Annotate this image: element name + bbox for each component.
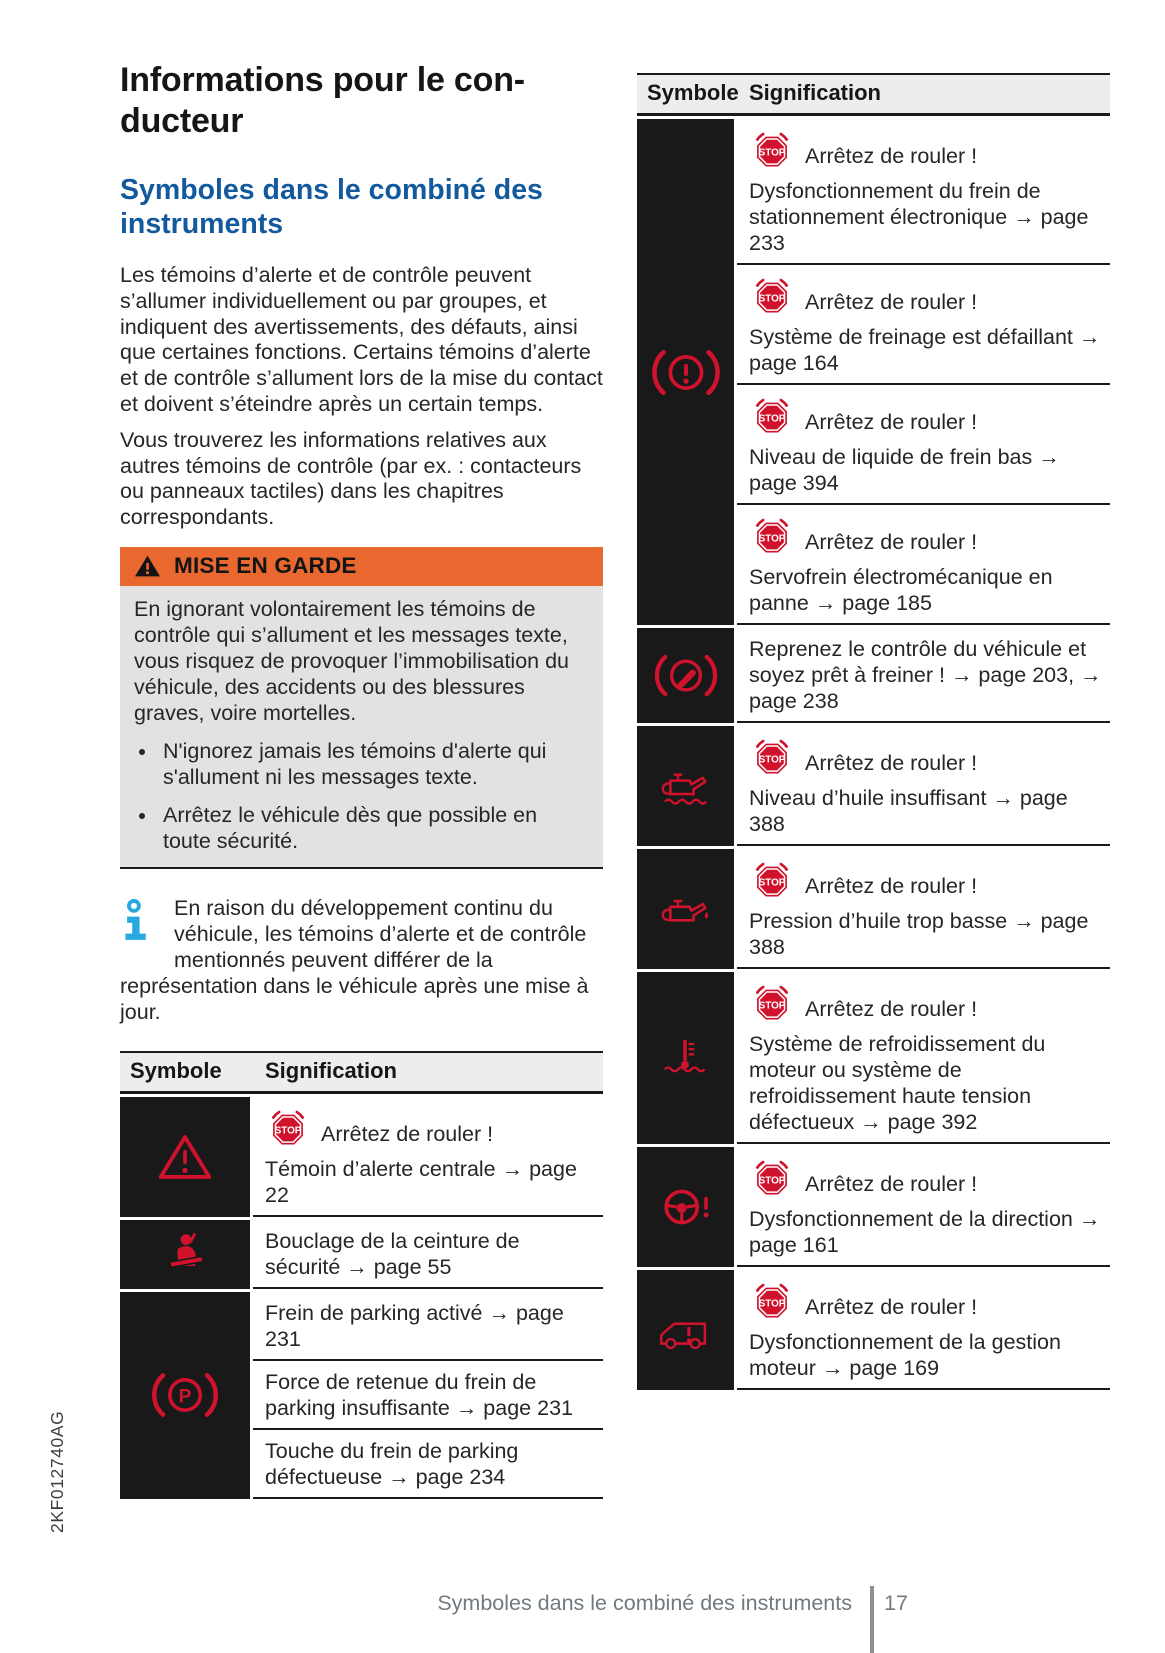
table-header-row bbox=[637, 75, 1110, 116]
doc-code: 2KF012740AG bbox=[47, 1410, 67, 1533]
table-row bbox=[637, 1270, 1110, 1390]
brake-pedal-icon bbox=[652, 652, 720, 699]
stop-label: Arrêtez de rouler ! bbox=[805, 874, 978, 898]
intro-paragraph-2: Vous trouverez les informations relatives aux autres témoins de contrôle (par ex. : contacteurs ou panneaux tactiles) dans les chapitres correspondants. bbox=[120, 427, 582, 530]
stop-icon bbox=[749, 859, 795, 901]
table-entry bbox=[737, 119, 1110, 265]
stop-icon bbox=[749, 1280, 795, 1322]
table-header-symbole: Symbole bbox=[130, 1057, 222, 1083]
page-title-line1: Informations pour le con- bbox=[120, 61, 525, 99]
left-column bbox=[120, 60, 603, 1499]
steering-wheel-icon bbox=[656, 1183, 716, 1231]
entry-text: Niveau de liquide de frein bas → page 394 bbox=[749, 445, 1060, 495]
table-row bbox=[120, 1292, 603, 1499]
oil-pressure-icon bbox=[658, 885, 714, 933]
stop-icon bbox=[749, 515, 795, 557]
stop-label: Arrêtez de rouler ! bbox=[805, 997, 978, 1021]
table-row bbox=[120, 1097, 603, 1217]
table-row bbox=[637, 1147, 1110, 1267]
warning-box-title: MISE EN GARDE bbox=[174, 553, 357, 579]
entry-text: Force de retenue du frein de parking insuffisante → page 231 bbox=[265, 1369, 573, 1420]
entry-text: Pression d’huile trop basse → page 388 bbox=[749, 909, 1089, 959]
stop-icon bbox=[749, 736, 795, 778]
stop-label: Arrêtez de rouler ! bbox=[805, 410, 978, 434]
info-note-text: En raison du développement continu du véhicule, les témoins d’alerte et de contrôle mentionnés peuvent différer de la représentation dans le véhicule après une mise à jour. bbox=[120, 895, 589, 1024]
stop-label: Arrêtez de rouler ! bbox=[805, 530, 978, 554]
table-entry bbox=[737, 726, 1110, 846]
right-column bbox=[637, 73, 1110, 1390]
info-icon bbox=[122, 898, 156, 950]
entry-text: Niveau d’huile insuffisant → page 388 bbox=[749, 786, 1068, 836]
stop-icon bbox=[749, 129, 795, 171]
entry-text: Témoin d’alerte centrale → page 22 bbox=[265, 1156, 577, 1207]
table-entry bbox=[737, 1270, 1110, 1390]
stop-icon bbox=[749, 1157, 795, 1199]
warning-box bbox=[120, 547, 603, 869]
table-entry bbox=[737, 1147, 1110, 1267]
table-row bbox=[637, 849, 1110, 969]
table-row bbox=[637, 726, 1110, 846]
table-entry bbox=[253, 1097, 603, 1217]
table-entry bbox=[253, 1292, 603, 1361]
entry-text: Touche du frein de parking défectueuse → page 234 bbox=[265, 1438, 519, 1489]
stop-icon bbox=[749, 982, 795, 1024]
warning-box-header bbox=[120, 547, 603, 586]
stop-label: Arrêtez de rouler ! bbox=[805, 1295, 978, 1319]
warning-triangle-icon bbox=[157, 1132, 213, 1182]
page-title-line2: ducteur bbox=[120, 102, 244, 140]
table-header-signification: Signification bbox=[265, 1057, 397, 1083]
stop-icon bbox=[265, 1107, 311, 1149]
entry-text: Dysfonctionnement du frein de stationnement électronique → page 233 bbox=[749, 179, 1089, 255]
warning-box-body bbox=[120, 586, 603, 867]
table-entry bbox=[253, 1430, 603, 1499]
warning-bullet-item: • Arrêtez le véhicule dès que possible en toute sécurité. bbox=[158, 802, 589, 854]
table-header-row bbox=[120, 1053, 603, 1094]
stop-label: Arrêtez de rouler ! bbox=[321, 1121, 494, 1146]
info-note bbox=[120, 895, 603, 1025]
stop-label: Arrêtez de rouler ! bbox=[805, 1172, 978, 1196]
entry-text: Système de freinage est défaillant → page 164 bbox=[749, 325, 1101, 375]
table-header-signification: Signification bbox=[749, 80, 881, 105]
stop-icon bbox=[749, 395, 795, 437]
table-entry bbox=[737, 628, 1110, 723]
symbol-table-left bbox=[120, 1051, 603, 1499]
intro-paragraph-1: Les témoins d’alerte et de contrôle peuvent s’allumer individuellement ou par groupes, et indiquent des avertissements, des défauts, ainsi que certaines fonctions. Certains témoins d’alerte et de contrôle s’allument lors de la mise du contact et doivent s’éteindre après un certain temps. bbox=[120, 263, 603, 416]
table-entry bbox=[253, 1220, 603, 1289]
seatbelt-icon bbox=[162, 1230, 208, 1278]
brake-warning-icon bbox=[649, 347, 723, 398]
warning-bullet-list bbox=[140, 738, 589, 854]
stop-label: Arrêtez de rouler ! bbox=[805, 751, 978, 775]
footer-divider bbox=[870, 1586, 874, 1653]
table-entry bbox=[737, 849, 1110, 969]
parking-brake-icon bbox=[149, 1370, 221, 1420]
symbol-table-right bbox=[637, 73, 1110, 1390]
stop-label: Arrêtez de rouler ! bbox=[805, 144, 978, 168]
oil-level-icon bbox=[658, 762, 714, 810]
stop-label: Arrêtez de rouler ! bbox=[805, 290, 978, 314]
warning-box-text: En ignorant volontairement les témoins de contrôle qui s’allument et les messages texte, vous risquez de provoquer l’immobilisation du véhicule, des accidents ou des blessures graves, voire mortelles. bbox=[134, 596, 569, 725]
engine-management-icon bbox=[655, 1305, 717, 1355]
stop-icon bbox=[749, 275, 795, 317]
table-row bbox=[637, 119, 1110, 625]
table-row bbox=[637, 628, 1110, 723]
black-warning-triangle-icon bbox=[134, 554, 161, 578]
footer-section-label: Symboles dans le combiné des instruments bbox=[437, 1591, 852, 1615]
entry-text: Dysfonctionnement de la gestion moteur → page 169 bbox=[749, 1330, 1061, 1380]
warning-bullet-item: • N'ignorez jamais les témoins d'alerte qui s'allument ni les messages texte. bbox=[158, 738, 589, 790]
table-entry bbox=[253, 1361, 603, 1430]
entry-text: Frein de parking activé → page 231 bbox=[265, 1300, 564, 1351]
table-entry bbox=[737, 265, 1110, 385]
footer-page-number: 17 bbox=[884, 1591, 908, 1615]
entry-text: Système de refroidissement du moteur ou système de refroidissement haute tension défectueux → page 392 bbox=[749, 1032, 1046, 1134]
table-row bbox=[637, 972, 1110, 1144]
section-heading: Symboles dans le combiné des instruments bbox=[120, 174, 543, 240]
table-entry bbox=[737, 505, 1110, 625]
table-entry bbox=[737, 385, 1110, 505]
table-entry bbox=[737, 972, 1110, 1144]
entry-text: Reprenez le contrôle du véhicule et soyez prêt à freiner ! → page 203, → page 238 bbox=[749, 637, 1102, 713]
page-title bbox=[120, 60, 603, 142]
entry-text: Dysfonctionnement de la direction → page 161 bbox=[749, 1207, 1101, 1257]
entry-text: Bouclage de la ceinture de sécurité → page 55 bbox=[265, 1228, 520, 1279]
table-header-symbole: Symbole bbox=[647, 80, 739, 105]
table-row bbox=[120, 1220, 603, 1289]
coolant-temperature-icon bbox=[659, 1034, 713, 1083]
entry-text: Servofrein électromécanique en panne → page 185 bbox=[749, 565, 1053, 615]
